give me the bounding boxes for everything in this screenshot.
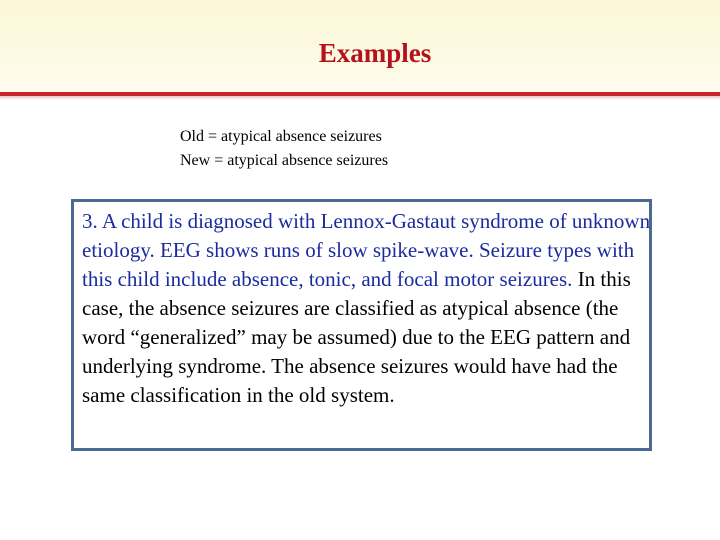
example-case-explanation: In this case, the absence seizures are classified as atypical absence (the word “generalized” may be assumed) due to the EEG pattern and underlying syndrome. The absence seizures would have had the same classification in the old system. bbox=[82, 267, 631, 407]
slide-title: Examples bbox=[318, 38, 432, 68]
new-label: New bbox=[180, 152, 211, 169]
old-label: Old bbox=[180, 128, 204, 145]
old-classification-row bbox=[180, 125, 388, 149]
example-case-text bbox=[82, 207, 652, 410]
classification-comparison bbox=[180, 125, 388, 173]
new-classification-text: = atypical absence seizures bbox=[210, 152, 389, 169]
header-divider-shadow bbox=[0, 96, 720, 100]
new-classification-row bbox=[180, 149, 388, 173]
example-case-box bbox=[71, 199, 652, 451]
example-case-description: 3. A child is diagnosed with Lennox-Gastaut syndrome of unknown etiology. EEG shows runs of slow spike-wave. Seizure types with this child include absence, tonic, and focal motor seizures. bbox=[82, 209, 651, 291]
old-classification-text: = atypical absence seizures bbox=[204, 128, 382, 145]
